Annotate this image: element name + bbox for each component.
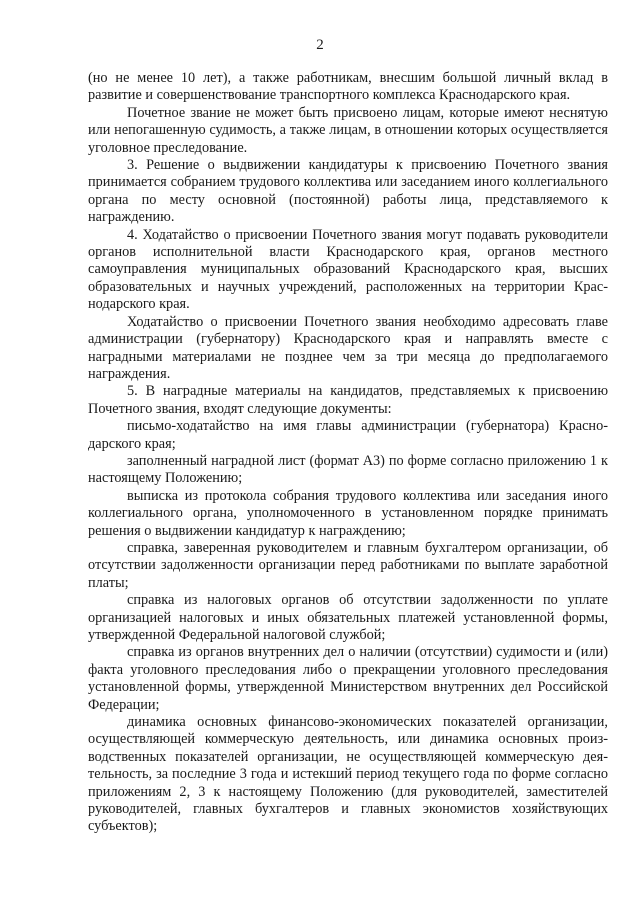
list-item-award-sheet: заполненный наградной лист (формат А3) по форме согласно приложению 1 к настоящему Положению; [88, 452, 608, 487]
paragraph-restriction: Почетное звание не может быть присвоено лицам, которые имеют неснятую или непогашенную судимость, а также лицам, в отношении которых осуществляется уголовное преследование. [88, 104, 608, 156]
list-item-financial-indicators: динамика основных финансово-экономических показателей организации, осуществляющей коммерческую деятельность, или динамика основных производственных показателей организации, не осуществляющей коммерческую деятельность, за последние 3 года и истекший период текущего года по форме согласно приложениям 2, 3 к настоящему Положению (для руководителей, заместителей руководителей, главных бухгалтеров и главных экономистов хозяйствующих субъектов); [88, 714, 608, 835]
paragraph-continuation: (но не менее 10 лет), а также работникам, внесшим большой личный вклад в развитие и совершенствование транспортного комплекса Краснодарского края. [88, 70, 608, 104]
paragraph-petition-address: Ходатайство о присвоении Почетного звания необходимо адресовать главе администрации (губернатору) Краснодарского края и направлять вместе с наградными материалами не позднее чем за три месяца до предполагаемого награждения. [88, 313, 608, 382]
list-item-tax-certificate: справка из налоговых органов об отсутствии задолженности по уплате организацией налоговых и иных обязательных платежей установленной формы, утвержденной Федеральной налоговой службой; [88, 592, 608, 643]
paragraph-item-4: 4. Ходатайство о присвоении Почетного звания могут подавать руководители органов исполнительной власти Краснодарского края, органов местного самоуправления муниципальных образований Краснодарского края, высших образовательных и научных учреждений, расположенных на территории Краснодарского края. [88, 226, 608, 313]
page-number: 2 [316, 37, 324, 53]
list-item-criminal-record-certificate: справка из органов внутренних дел о наличии (отсутствии) судимости и (или) факта уголовного преследования либо о прекращении уголовного преследования установленной формы, утвержденной Министерством внутренних дел Российской Федерации; [88, 644, 608, 713]
paragraph-item-5: 5. В наградные материалы на кандидатов, представляемых к присвоению Почетного звания, входят следующие документы: [88, 383, 608, 417]
list-item-salary-certificate: справка, заверенная руководителем и главным бухгалтером организации, об отсутствии задолженности организации перед работниками по выплате заработной платы; [88, 539, 608, 591]
document-body [88, 70, 608, 836]
list-item-protocol-extract: выписка из протокола собрания трудового коллектива или заседания иного коллегиального органа, уполномоченного в установленном порядке принимать решения о выдвижении кандидатур к награждению; [88, 487, 608, 539]
list-item-petition-letter: письмо-ходатайство на имя главы администрации (губернатора) Краснодарского края; [88, 418, 608, 452]
paragraph-item-3: 3. Решение о выдвижении кандидатуры к присвоению Почетного звания принимается собранием трудового коллектива или заседанием иного коллегиального органа по месту основной (постоянной) работы лица, представляемого к награждению. [88, 157, 608, 226]
